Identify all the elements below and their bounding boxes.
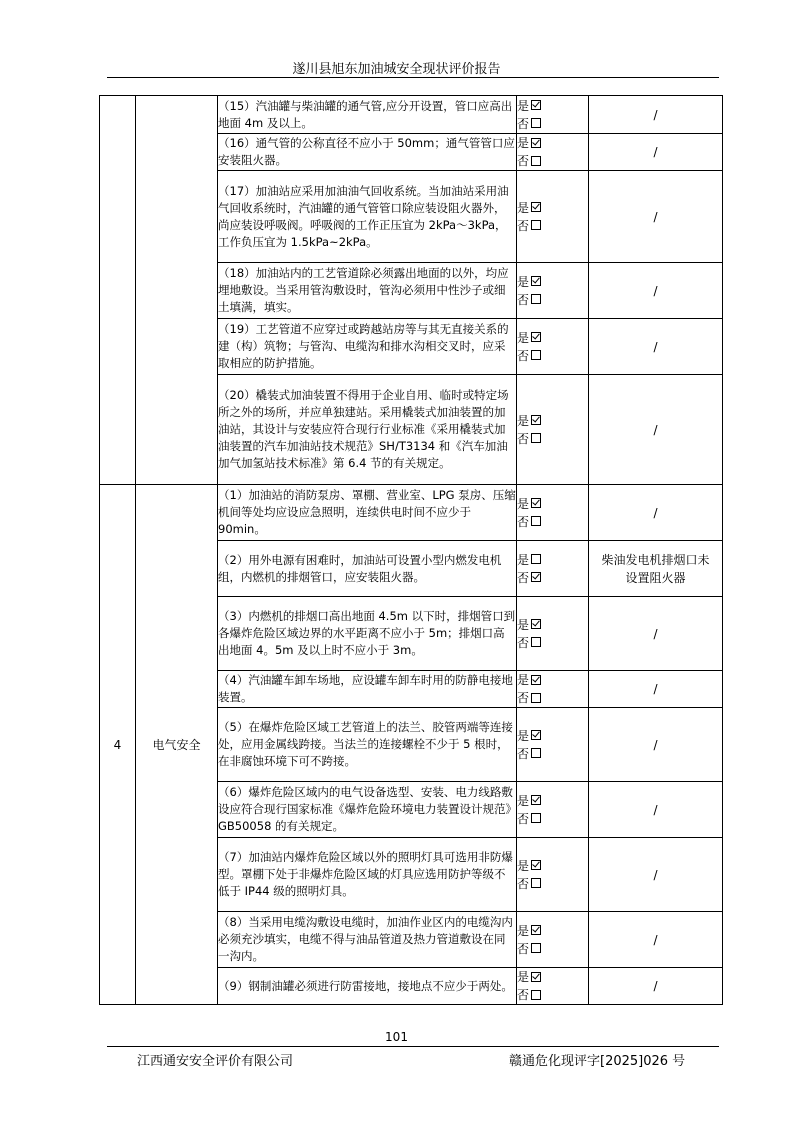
- checked-box-icon: [531, 202, 541, 212]
- yes-label: 是: [517, 923, 530, 938]
- no-label: 否: [517, 876, 530, 891]
- remark-cell: /: [589, 375, 723, 485]
- checked-box-icon: [531, 572, 541, 582]
- remark-cell: /: [589, 263, 723, 319]
- compliance-check-cell: [517, 597, 589, 671]
- empty-box-icon: [531, 350, 541, 360]
- compliance-check-cell: [517, 485, 589, 541]
- no-option: [517, 986, 588, 1004]
- inspection-item-text: （16）通气管的公称直径不应小于 50mm；通气管管口应安装阻火器。: [218, 134, 517, 171]
- compliance-check-cell: [517, 782, 589, 838]
- empty-box-icon: [531, 693, 541, 703]
- yes-option: [517, 412, 588, 430]
- no-option: [517, 689, 588, 707]
- checklist-table: [99, 95, 723, 1005]
- no-label: 否: [517, 116, 530, 131]
- inspection-item-text: （6）爆炸危险区域内的电气设备选型、安装、电力线路敷设应符合现行国家标准《爆炸危险环境电力装置设计规范》GB50058 的有关规定。: [218, 782, 517, 838]
- table-row: [100, 485, 723, 541]
- empty-box-icon: [531, 748, 541, 758]
- checked-box-icon: [531, 498, 541, 508]
- yes-option: [517, 273, 588, 291]
- yes-label: 是: [517, 793, 530, 808]
- compliance-check-cell: [517, 708, 589, 782]
- page-number: 101: [385, 1030, 408, 1044]
- no-option: [517, 115, 588, 133]
- section-number: 4: [100, 485, 136, 1005]
- no-label: 否: [517, 570, 530, 585]
- no-option: [517, 513, 588, 531]
- empty-box-icon: [531, 990, 541, 1000]
- yes-option: [517, 857, 588, 875]
- remark-cell: /: [589, 96, 723, 134]
- yes-label: 是: [517, 617, 530, 632]
- no-option: [517, 291, 588, 309]
- section-category-cell: [136, 96, 218, 485]
- checked-box-icon: [531, 415, 541, 425]
- checked-box-icon: [531, 276, 541, 286]
- inspection-item-text: （9）钢制油罐必须进行防雷接地，接地点不应少于两处。: [218, 968, 517, 1005]
- section-category: 电气安全: [136, 485, 218, 1005]
- yes-label: 是: [517, 673, 530, 687]
- yes-label: 是: [517, 728, 530, 743]
- yes-label: 是: [517, 136, 530, 150]
- empty-box-icon: [531, 220, 541, 230]
- compliance-check-cell: [517, 671, 589, 708]
- yes-label: 是: [517, 200, 530, 215]
- footer-company: 江西通安安全评价有限公司: [137, 1054, 294, 1069]
- remark-cell: /: [589, 485, 723, 541]
- yes-option: [517, 727, 588, 745]
- yes-option: [517, 922, 588, 940]
- yes-label: 是: [517, 858, 530, 873]
- yes-option: [517, 329, 588, 347]
- inspection-item-text: （8）当采用电缆沟敷设电缆时，加油作业区内的电缆沟内必须充沙填实，电缆不得与油品管道及热力管道敷设在同一沟内。: [218, 912, 517, 968]
- yes-label: 是: [517, 98, 530, 113]
- remark-cell: /: [589, 968, 723, 1005]
- remark-cell: 柴油发电机排烟口未设置阻火器: [589, 541, 723, 597]
- no-label: 否: [517, 811, 530, 826]
- no-label: 否: [517, 348, 530, 363]
- inspection-item-text: （18）加油站内的工艺管道除必须露出地面的以外，均应埋地敷设。当采用管沟敷设时，管沟必须用中性沙子或细土填满，填实。: [218, 263, 517, 319]
- yes-option: [517, 968, 588, 986]
- no-option: [517, 217, 588, 235]
- yes-label: 是: [517, 330, 530, 345]
- empty-box-icon: [531, 294, 541, 304]
- remark-cell: /: [589, 171, 723, 263]
- yes-label: 是: [517, 496, 530, 511]
- inspection-item-text: （7）加油站内爆炸危险区域以外的照明灯具可选用非防爆型。罩棚下处于非爆炸危险区域的灯具应选用防护等级不低于 IP44 级的照明灯具。: [218, 838, 517, 912]
- section-number-cell: [100, 96, 136, 485]
- checked-box-icon: [531, 619, 541, 629]
- no-option: [517, 745, 588, 763]
- empty-box-icon: [531, 156, 541, 166]
- no-label: 否: [517, 988, 530, 1002]
- checked-box-icon: [531, 795, 541, 805]
- checklist-table-body: [100, 96, 723, 1005]
- no-label: 否: [517, 635, 530, 650]
- no-option: [517, 430, 588, 448]
- compliance-check-cell: [517, 96, 589, 134]
- no-label: 否: [517, 691, 530, 705]
- compliance-check-cell: [517, 375, 589, 485]
- no-option: [517, 875, 588, 893]
- empty-box-icon: [531, 516, 541, 526]
- no-label: 否: [517, 154, 530, 168]
- yes-label: 是: [517, 552, 530, 567]
- compliance-check-cell: [517, 838, 589, 912]
- empty-box-icon: [531, 433, 541, 443]
- remark-cell: /: [589, 134, 723, 171]
- checked-box-icon: [531, 100, 541, 110]
- footer-rule: [107, 1046, 719, 1047]
- yes-option: [517, 495, 588, 513]
- remark-cell: /: [589, 671, 723, 708]
- remark-cell: /: [589, 912, 723, 968]
- checked-box-icon: [531, 925, 541, 935]
- no-option: [517, 569, 588, 587]
- compliance-check-cell: [517, 134, 589, 171]
- remark-cell: /: [589, 319, 723, 375]
- inspection-item-text: （1）加油站的消防泵房、罩棚、营业室、LPG 泵房、压缩机间等处均应设应急照明，连续供电时间不应少于 90min。: [218, 485, 517, 541]
- compliance-check-cell: [517, 912, 589, 968]
- yes-option: [517, 551, 588, 569]
- remark-cell: /: [589, 782, 723, 838]
- yes-label: 是: [517, 274, 530, 289]
- footer-report-code: 赣通危化现评字[2025]026 号: [509, 1054, 686, 1069]
- yes-option: [517, 199, 588, 217]
- yes-option: [517, 671, 588, 689]
- checked-box-icon: [531, 860, 541, 870]
- inspection-item-text: （5）在爆炸危险区域工艺管道上的法兰、胶管两端等连接处，应用金属线跨接。当法兰的连接螺栓不少于 5 根时，在非腐蚀环境下可不跨接。: [218, 708, 517, 782]
- no-label: 否: [517, 514, 530, 529]
- yes-label: 是: [517, 413, 530, 428]
- compliance-check-cell: [517, 263, 589, 319]
- no-option: [517, 152, 588, 170]
- empty-box-icon: [531, 813, 541, 823]
- no-label: 否: [517, 218, 530, 233]
- remark-cell: /: [589, 838, 723, 912]
- checked-box-icon: [531, 730, 541, 740]
- compliance-check-cell: [517, 319, 589, 375]
- checked-box-icon: [531, 675, 541, 685]
- empty-box-icon: [531, 554, 541, 564]
- checked-box-icon: [531, 972, 541, 982]
- inspection-item-text: （3）内燃机的排烟口高出地面 4.5m 以下时，排烟管口到各爆炸危险区域边界的水平距离不应小于 5m；排烟口高出地面 4。5m 及以上时不应小于 3m。: [218, 597, 517, 671]
- no-label: 否: [517, 746, 530, 761]
- no-label: 否: [517, 941, 530, 956]
- yes-option: [517, 792, 588, 810]
- table-row: [100, 96, 723, 134]
- inspection-item-text: （2）用外电源有困难时，加油站可设置小型内燃发电机组，内燃机的排烟管口，应安装阻火器。: [218, 541, 517, 597]
- yes-label: 是: [517, 970, 530, 984]
- inspection-item-text: （19）工艺管道不应穿过或跨越站房等与其无直接关系的建（构）筑物；与管沟、电缆沟和排水沟相交叉时，应采取相应的防护措施。: [218, 319, 517, 375]
- empty-box-icon: [531, 637, 541, 647]
- no-label: 否: [517, 292, 530, 307]
- inspection-item-text: （20）橇装式加油装置不得用于企业自用、临时或特定场所之外的场所，并应单独建站。采用橇装式加油装置的加油站，其设计与安装应符合现行行业标准《采用橇装式加油装置的汽车加油站技术规范》SH/T3134 和《汽车加油加气加氢站技术标准》第 6.4 节的有关规定。: [218, 375, 517, 485]
- no-option: [517, 347, 588, 365]
- inspection-item-text: （15）汽油罐与柴油罐的通气管,应分开设置，管口应高出地面 4m 及以上。: [218, 96, 517, 134]
- checked-box-icon: [531, 138, 541, 148]
- inspection-item-text: （4）汽油罐车卸车场地，应设罐车卸车时用的防静电接地装置。: [218, 671, 517, 708]
- no-option: [517, 940, 588, 958]
- compliance-check-cell: [517, 541, 589, 597]
- document-header-title: 遂川县旭东加油城安全现状评价报告: [292, 62, 501, 77]
- no-option: [517, 634, 588, 652]
- header-rule: [107, 77, 719, 78]
- inspection-item-text: （17）加油站应采用加油油气回收系统。当加油站采用油气回收系统时，汽油罐的通气管管口除应装设阻火器外，尚应装设呼吸阀。呼吸阀的工作正压宜为 2kPa～3kPa，工作负压宜为 1.5kPa~2kPa。: [218, 171, 517, 263]
- empty-box-icon: [531, 878, 541, 888]
- empty-box-icon: [531, 943, 541, 953]
- remark-cell: /: [589, 708, 723, 782]
- remark-cell: /: [589, 597, 723, 671]
- yes-option: [517, 97, 588, 115]
- no-option: [517, 810, 588, 828]
- empty-box-icon: [531, 118, 541, 128]
- no-label: 否: [517, 431, 530, 446]
- yes-option: [517, 134, 588, 152]
- checked-box-icon: [531, 332, 541, 342]
- yes-option: [517, 616, 588, 634]
- compliance-check-cell: [517, 968, 589, 1005]
- compliance-check-cell: [517, 171, 589, 263]
